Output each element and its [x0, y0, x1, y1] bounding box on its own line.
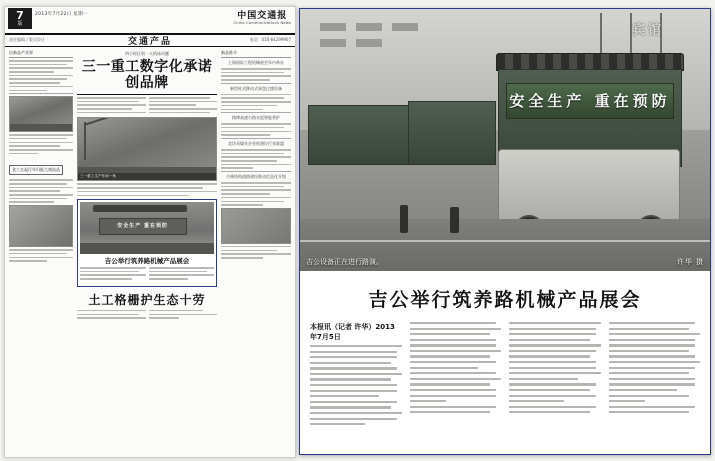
newspaper-page: [4, 6, 296, 458]
section-title: 交通产品: [127, 37, 173, 47]
date-line: 2013年7月22日 星期一: [35, 12, 88, 17]
newspaper-body: [5, 47, 295, 457]
pedestrian-2: [450, 207, 459, 233]
truck-rear-1: [308, 105, 410, 165]
news-item-3[interactable]: 路博高速公路水泥智能养护: [232, 115, 280, 121]
safety-banner: 安全生产 重在预防: [506, 83, 674, 119]
page-label: 版: [17, 21, 23, 27]
masthead-title-cn: 中国交通报: [237, 11, 288, 21]
col1-kicker-2: 食工在起行年归能大商选品: [9, 165, 63, 175]
news-item-4-text: [221, 149, 291, 169]
masthead: [234, 8, 291, 25]
main-article-text-2: [77, 183, 217, 196]
boxed-banner-text: 安全生产 重在预防: [99, 218, 187, 235]
newspaper-columns: [9, 50, 291, 454]
section-bar: [5, 33, 295, 47]
main-photo-crane: [77, 117, 217, 181]
newspaper-column-3: [221, 50, 291, 454]
clipping-body: [300, 322, 710, 429]
boxed-article-headline: 吉公举行筑养路机械产品展会: [104, 257, 190, 266]
main-headline: 三一重工数字化承诺创品牌: [81, 59, 213, 91]
page-folio: [8, 8, 32, 29]
col3-kicker: 新品推介: [221, 50, 291, 58]
clipping-headline: 吉公举行筑养路机械产品展会: [368, 289, 642, 311]
boxed-article-text: [80, 267, 214, 282]
bottom-headline: 土工格栅护生态十劳: [88, 292, 206, 307]
newspaper-column-2: [77, 50, 217, 454]
newspaper-header: [5, 7, 295, 35]
news-item-1[interactable]: 上海国际工程机械展会年内举办: [228, 60, 284, 65]
section-contact: 电话：010-64299907: [249, 37, 291, 42]
photo-caption: 吉公设备正在进行路演。: [306, 258, 383, 266]
article-clipping[interactable]: [299, 8, 711, 455]
col1-photo-1: [9, 96, 73, 132]
article-lead: 本报讯（记者 许华）2013年7月5日: [310, 323, 395, 341]
page-number: 7: [16, 9, 24, 22]
main-article-text: [77, 97, 217, 115]
clipping-column-4: [609, 322, 701, 429]
masthead-title-en: China Communications News: [233, 21, 291, 25]
main-photo-caption: 三一重工生产车间一角: [78, 173, 216, 180]
pedestrian-1: [400, 205, 408, 233]
section-editor: 责任编辑 / 版式设计: [9, 37, 45, 42]
col1-text-1: [9, 60, 73, 91]
col1-kicker: 出新品产业界: [9, 50, 73, 58]
truck-rear-2: [408, 101, 496, 165]
news-item-2-text: [221, 94, 291, 110]
col3-photo: [221, 208, 291, 244]
hotel-sign-text: 宾馆: [631, 23, 664, 38]
clipping-column-3: [509, 322, 601, 429]
col3-note: [221, 246, 291, 259]
col1-text-2: [9, 134, 73, 154]
col1-text-3: [9, 179, 73, 203]
news-item-5-text: [221, 182, 291, 206]
bottom-article-text: [77, 310, 217, 321]
news-item-4[interactable]: 北坊采煤业企业机建设行业联盟: [228, 140, 284, 146]
news-item-5[interactable]: 吉林结构道路建设推动信息化升级: [226, 174, 286, 180]
clipping-column-2: [410, 322, 502, 429]
clipping-column-1: [310, 322, 402, 429]
news-item-2[interactable]: 新型柱式移动式果盘过渡设备: [230, 85, 282, 91]
col1-subhead: 四小时区别一人机床问题: [125, 51, 169, 56]
clipping-photo: [300, 9, 710, 271]
boxed-article-photo: [80, 202, 214, 254]
boxed-article[interactable]: [77, 199, 217, 287]
photo-credit: 许华 摄: [676, 258, 704, 266]
col1-text-4: [9, 249, 73, 262]
news-item-3-text: [221, 123, 291, 136]
news-item-1-text: [221, 68, 291, 81]
col1-photo-2: [9, 205, 73, 247]
newspaper-column-1: [9, 50, 73, 454]
